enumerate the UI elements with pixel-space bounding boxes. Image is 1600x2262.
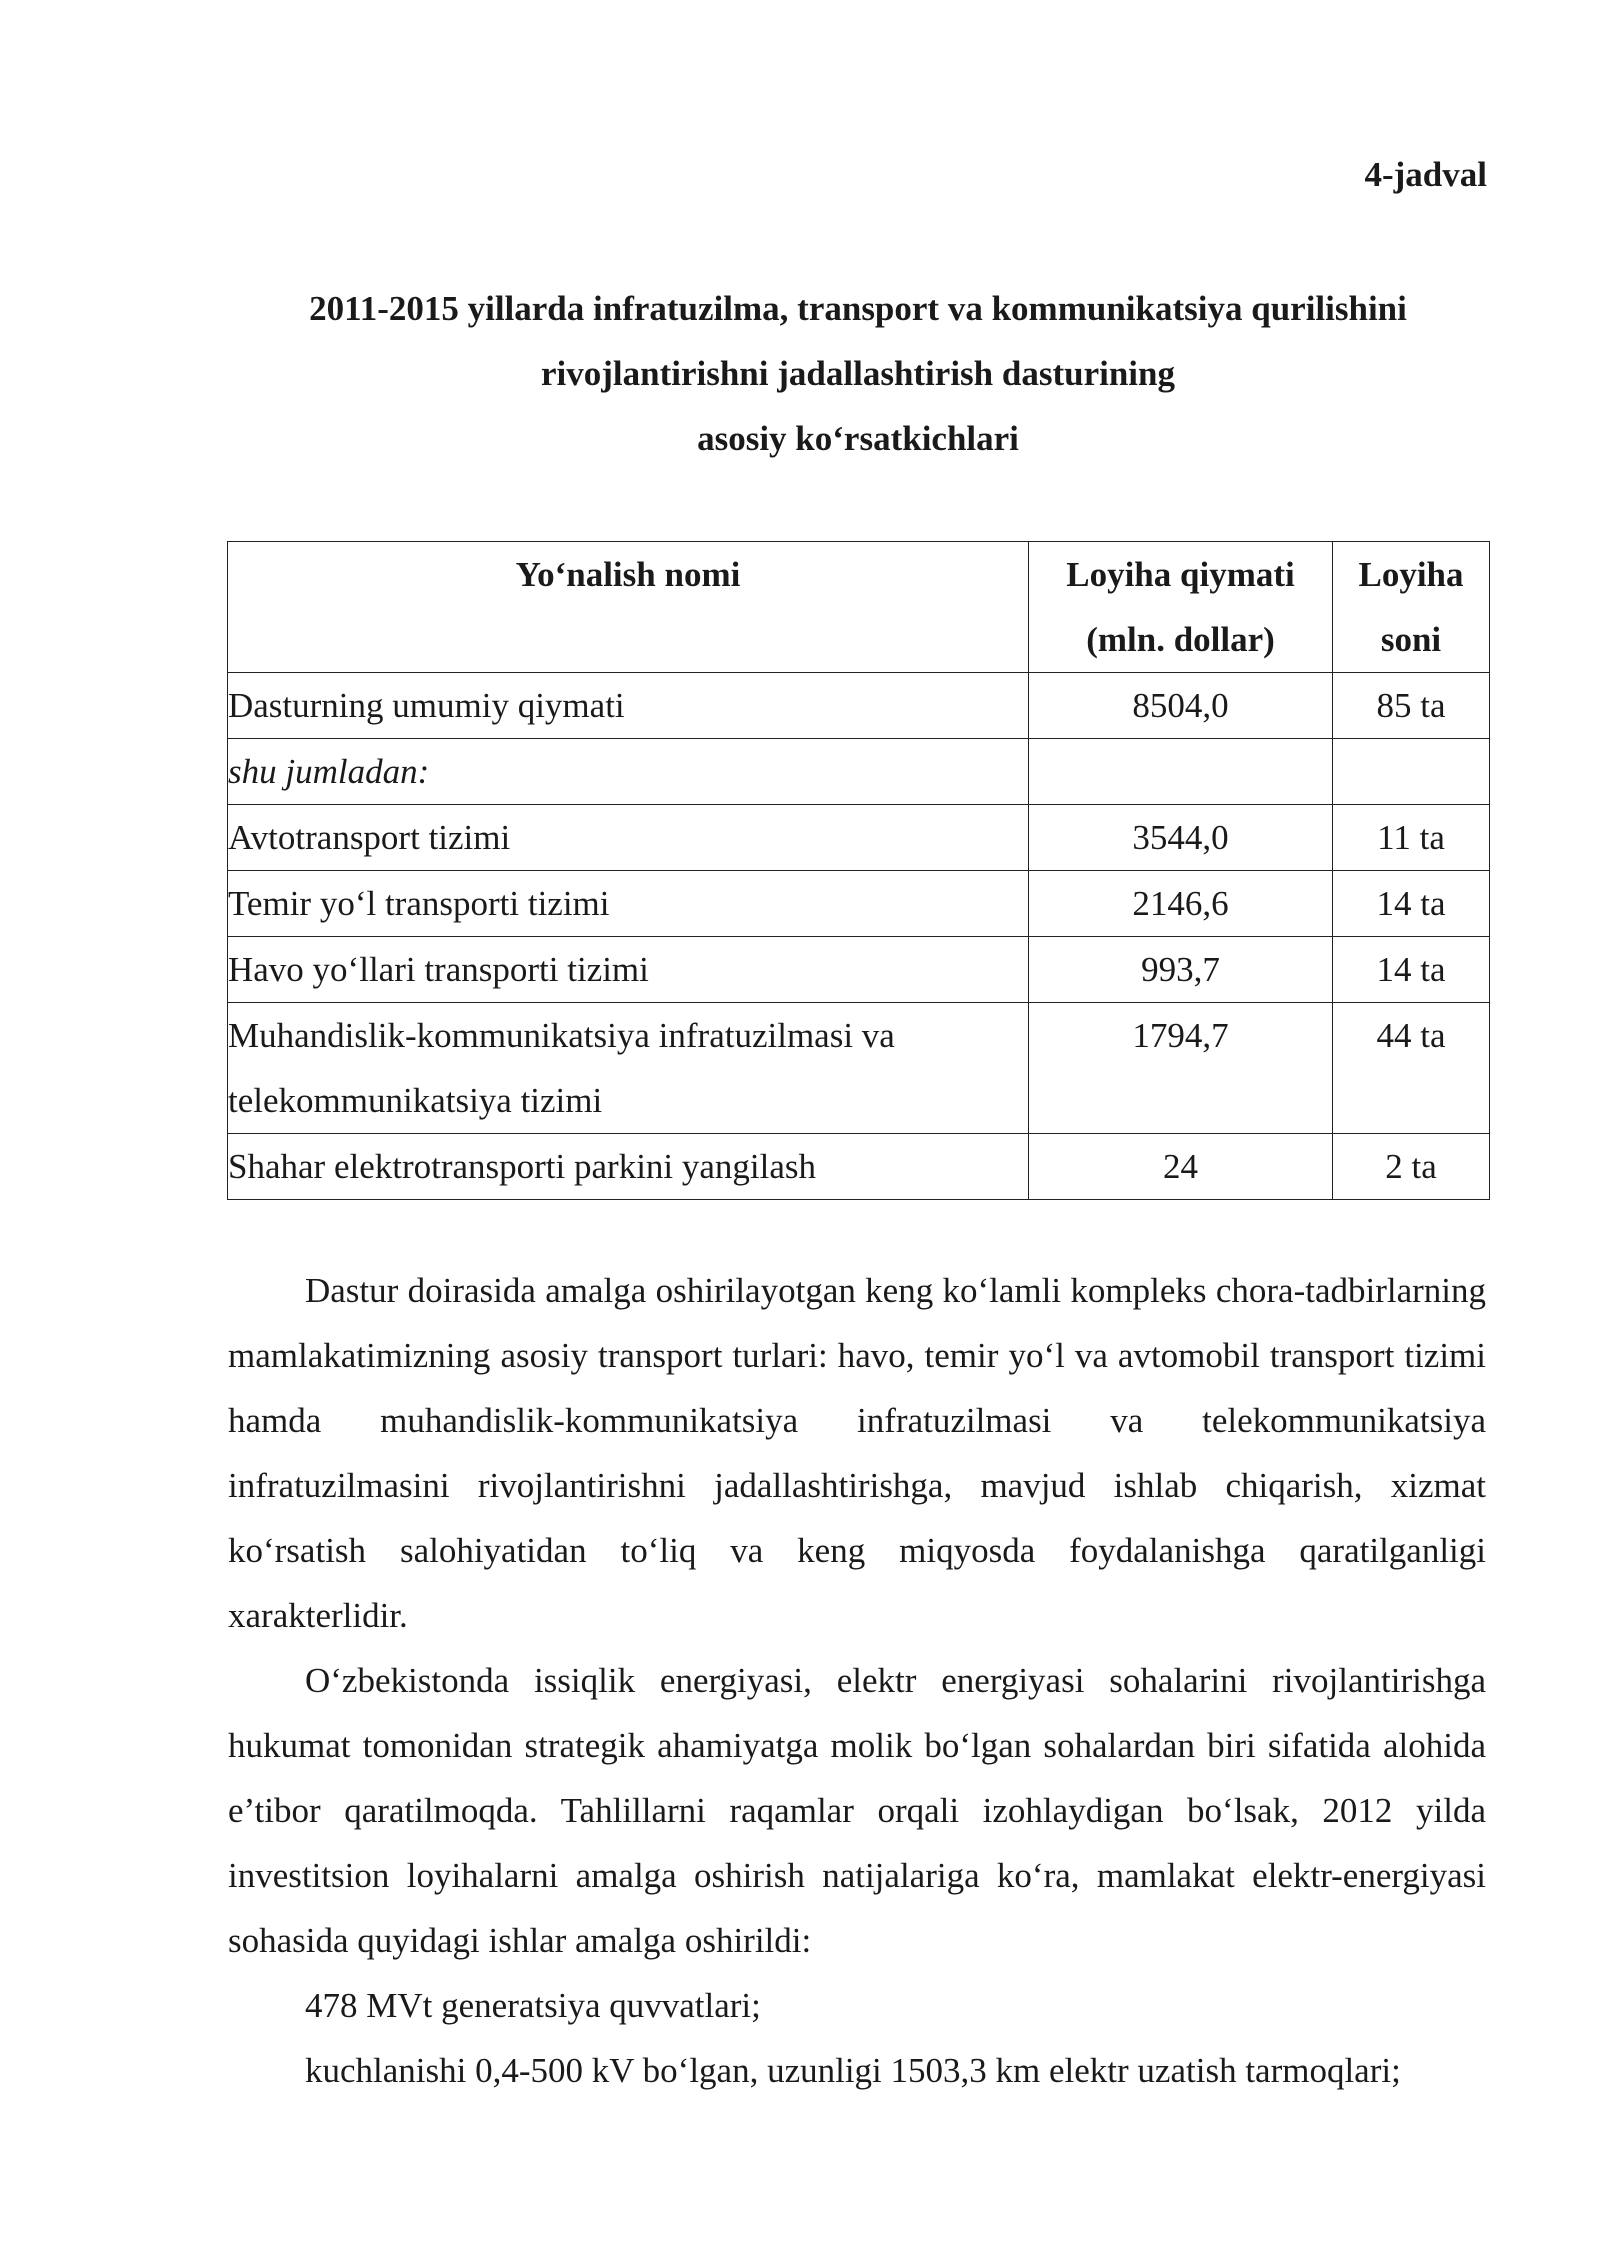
- row-name-cell: Temir yo‘l transporti tizimi: [228, 871, 1029, 937]
- table-row: [228, 739, 1490, 805]
- row-name-cell: Havo yo‘llari transporti tizimi: [228, 937, 1029, 1003]
- row-name-cell: [228, 1003, 1029, 1134]
- row-value-cell: 2146,6: [1029, 871, 1333, 937]
- header-count-line-1: Loyiha: [1358, 555, 1464, 594]
- row-value-cell: 8504,0: [1029, 673, 1333, 739]
- row-count-cell: [1333, 739, 1490, 805]
- table-row: [228, 871, 1490, 937]
- paragraph: Dastur doirasida amalga oshirilayotgan keng ko‘lamli kompleks chora-tadbirlarning mamlakatimizning asosiy transport turlari: havo, temir yo‘l va avtomobil transport tizimi hamda muhandislik-kommunikatsiya infratuzilmasi va telekommunikatsiya infratuzilmasini rivojlantirishni jadallashtirishga, mavjud ishlab chiqarish, xizmat ko‘rsatish salohiyatidan to‘liq va keng miqyosda foydalanishga qaratilganligi xarakterlidir.: [228, 1271, 1486, 1635]
- row-count-cell: 14 ta: [1333, 937, 1490, 1003]
- title-line-1: 2011-2015 yillarda infratuzilma, transport va kommunikatsiya qurilishini: [309, 289, 1407, 328]
- row-count-cell: 14 ta: [1333, 871, 1490, 937]
- header-project-value: [1029, 542, 1333, 673]
- table-row: [228, 937, 1490, 1003]
- document-title: [228, 276, 1488, 471]
- row-count-cell: 44 ta: [1333, 1003, 1490, 1134]
- title-line-3: asosiy ko‘rsatkichlari: [697, 419, 1019, 458]
- row-value-cell: 993,7: [1029, 937, 1333, 1003]
- paragraph-list-line: 478 MVt generatsiya quvvatlari;: [305, 1986, 761, 2025]
- row-count-cell: 2 ta: [1333, 1134, 1490, 1200]
- row-name-cell: shu jumladan:: [228, 739, 1029, 805]
- header-count-line-2: soni: [1380, 620, 1442, 659]
- row-name-line-2: telekommunikatsiya tizimi: [228, 1081, 603, 1120]
- table-row: [228, 673, 1490, 739]
- body-text: [228, 1258, 1486, 2103]
- header-value-line-1: Loyiha qiymati: [1066, 555, 1295, 594]
- table-header-row: [228, 542, 1490, 673]
- header-project-count: [1333, 542, 1490, 673]
- table-row: [228, 805, 1490, 871]
- row-name-cell: Avtotransport tizimi: [228, 805, 1029, 871]
- header-value-line-2: (mln. dollar): [1086, 620, 1275, 659]
- paragraph: O‘zbekistonda issiqlik energiyasi, elektr energiyasi sohalarini rivojlantirishga hukumat tomonidan strategik ahamiyatga molik bo‘lgan sohalardan biri sifatida alohida e’tibor qaratilmoqda. Tahlillarni raqamlar orqali izohlaydigan bo‘lsak, 2012 yilda investitsion loyihalarni amalga oshirish natijalariga ko‘ra, mamlakat elektr-energiyasi sohasida quyidagi ishlar amalga oshirildi:: [228, 1661, 1486, 1960]
- row-count-cell: 85 ta: [1333, 673, 1490, 739]
- row-name-line-1: Muhandislik-kommunikatsiya infratuzilmasi va: [228, 1016, 895, 1055]
- table-row: [228, 1003, 1490, 1134]
- row-value-cell: 3544,0: [1029, 805, 1333, 871]
- row-name-cell: Dasturning umumiy qiymati: [228, 673, 1029, 739]
- row-value-cell: 1794,7: [1029, 1003, 1333, 1134]
- row-name-cell: Shahar elektrotransporti parkini yangilash: [228, 1134, 1029, 1200]
- paragraph-list-line: kuchlanishi 0,4-500 kV bo‘lgan, uzunligi 1503,3 km elektr uzatish tarmoqlari;: [305, 2051, 1401, 2090]
- row-count-cell: 11 ta: [1333, 805, 1490, 871]
- row-value-cell: 24: [1029, 1134, 1333, 1200]
- title-line-2: rivojlantirishni jadallashtirish dasturining: [540, 354, 1176, 393]
- header-direction-name: Yo‘nalish nomi: [228, 542, 1029, 673]
- table-number-label: 4-jadval: [1364, 155, 1487, 194]
- indicators-table: [227, 541, 1490, 1200]
- table-row: [228, 1134, 1490, 1200]
- row-value-cell: [1029, 739, 1333, 805]
